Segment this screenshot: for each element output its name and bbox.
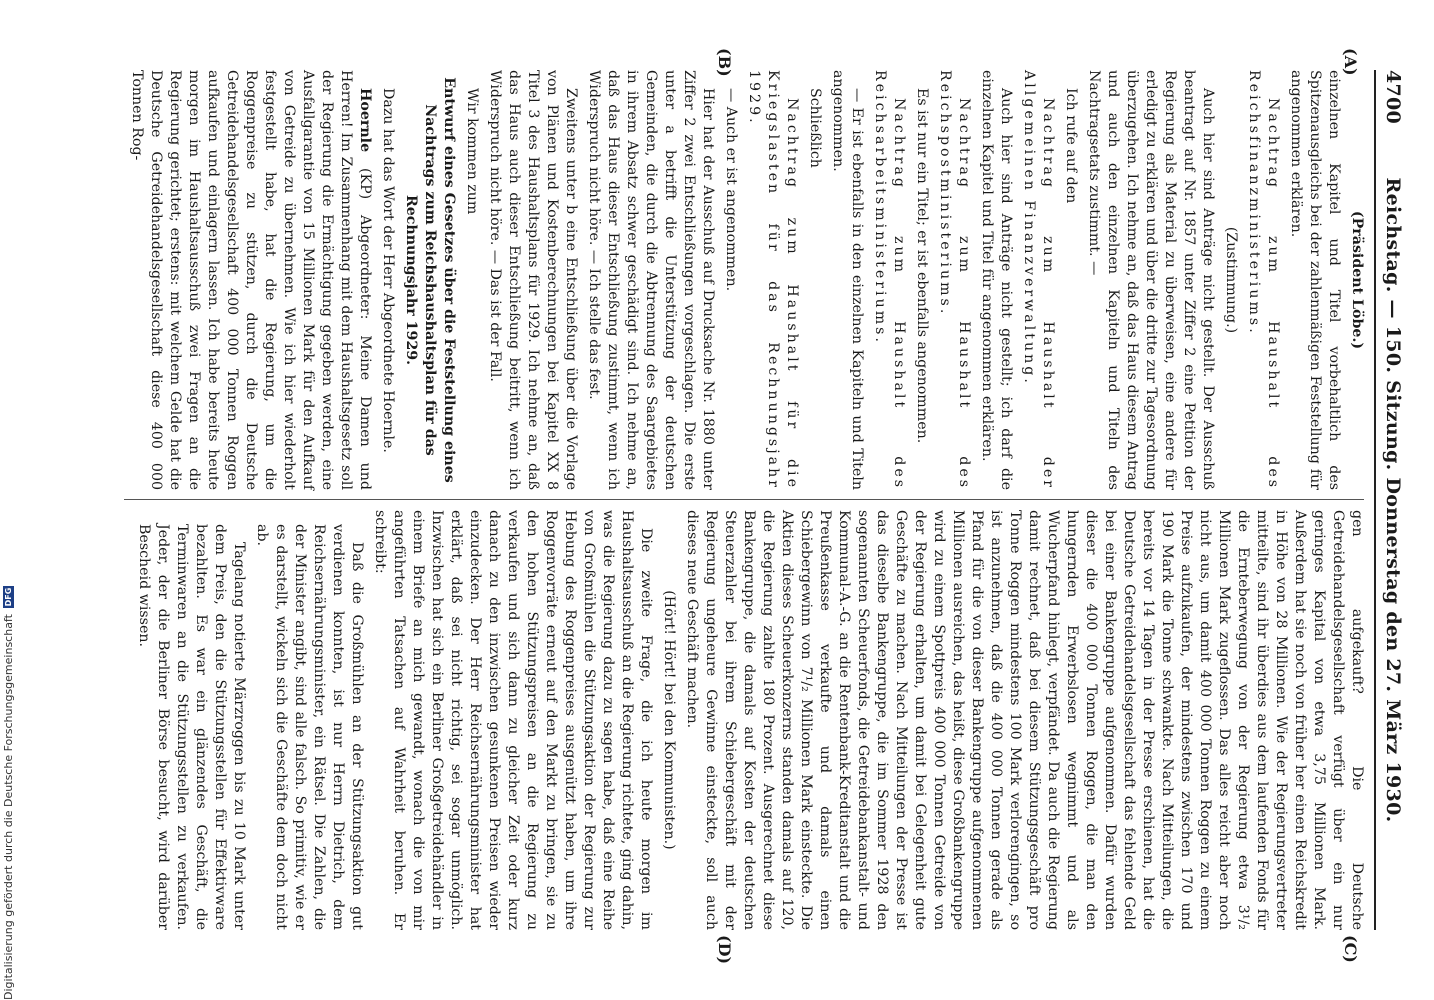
agenda-item-bill: Entwurf eines Gesetzes über die Feststellung eines Nachtrags zum Reichshaushaltsplan für das Rechnungsjahr 1929. bbox=[403, 77, 457, 483]
credit-text: Digitalisierung gefördert durch die Deutsche Forschungsgemeinschaft bbox=[2, 614, 15, 1000]
paragraph: Die zweite Frage, die ich heute morgen im Haushaltsausschuß an die Regierung richtete, ging dahin, was die Regierung dazu zu sagen habe, daß eine Reihe von Großmühlen die Stützungsaktion der Regierung zur Hebung des Roggenpreises ausgenützt haben, um ihre Roggenvorräte erneut auf den Markt zu bringen, sie zu den hohen Stützungspreisen an die Regierung zu verkaufen und sich dann zu gleicher Zeit oder kurz danach zu den inzwischen gesunkenen Preisen wieder einzudecken. Der Herr Reichsernährungsminister hat erklärt, daß sei nicht richtig, sei sogar unmöglich. Inzwischen hat sich ein Berliner Großgetreidehändler in einem Briefe an mich gewandt, wonach die von mir angeführten Tatsachen auf Wahrheit beruhen. Er schreibt: bbox=[372, 510, 654, 930]
running-title: Reichstag. — 150. Sitzung. Donnerstag den 27. März 1930. bbox=[1382, 177, 1404, 823]
paragraph: Auch hier sind Anträge nicht gestellt; ich darf die einzelnen Kapitel und Titel für angenommen erklären. bbox=[979, 70, 1014, 490]
margin-marker-c: (C) bbox=[1341, 935, 1360, 963]
paragraph: gen aufgekauft? Die Deutsche Getreidehandelsgesellschaft verfügt über ein nur geringes Kapital von etwa 3,75 Millionen Mark. Außerdem hat sie noch von früher her einen Reichskredit in Höhe von 28 Millionen. Wie der Regierungsvertreter mitteilte, sind ihr überdies aus dem laufenden Fonds für die Ernteberwegung von der Regierung etwa 3¹/₂ Millionen Mark zugeflossen. Das alles reicht aber noch nicht aus, um damit 400 000 Tonnen Roggen zu einem Preise aufzukaufen, der mindestens zwischen 170 und 190 Mark die Tonne schwankte. Nach Mitteilungen, die bereits vor 14 Tagen in der Presse erschienen, hat die Deutsche Getreidehandelsgesellschaft das fehlende Geld bei einer Bankengruppe aufgenommen. Dafür wurden dieser die 400 000 Tonnen Roggen, die man den hungernden Erwerbslosen wegnimmt und als Wucherpfand hinlegt, verpfändet. Da auch die Regierung damit rechnet, daß bei diesem Stützungsgeschäft pro Tonne Roggen mindestens 100 Mark verlorengingen, so ist anzunehmen, daß die 400 000 Tonnen gerade als Pfand für die von dieser Bankengruppe aufgenommenen Millionen ausreichen, das heißt, diese Großbankengruppe wird zu einem Spottpreis 400 000 Tonnen Getreide von der Regierung erhalten, um damit bei Gelegenheit gute Geschäfte zu machen. Nach Mitteilungen der Presse ist das dieselbe Bankengruppe, die im Sommer 1928 den sogenannten Scheuerfonds, die Getreidebankanstalt- und Kommunal-A.-G. an die Rentenbank-Kreditanstalt und die Preußenkasse verkaufte und damals einen Schiebergewinn von 7¹/₂ Millionen Mark einsteckte. Die Aktien dieses Scheuerkonzerns standen damals auf 120, die Regierung zahlte 180 Prozent. Ausgerechnet diese Bankengruppe, die damals auf Kosten der deutschen Steuerzahler bei ihrem Schiebergeschäft mit der Regierung ungeheure Gewinne einsteckte, soll auch dieses neue Geschäft machen. bbox=[684, 510, 1365, 930]
paragraph: — Er ist ebenfalls in den einzelnen Kapiteln und Titeln angenommen. bbox=[830, 70, 865, 490]
dfg-logo-icon: DFG bbox=[4, 587, 13, 607]
header-rule bbox=[1374, 70, 1376, 930]
page-number: 4700 bbox=[1382, 70, 1404, 125]
paragraph: einzelnen Kapitel und Titel vorbehaltlich des Spitzenausgleichs bei der zahlenmäßigen Feststellung für angenommen erklären. bbox=[1288, 70, 1342, 490]
speech-text: (KP) Abgeordneter: Meine Damen und Herren! Im Zusammenhang mit dem Haushaltsgesetz soll der Regierung die Ermächtigung gegeben werden, eine Ausfallgarantie von 15 Millionen Mark für den Aufkauf von Getreide zu übernehmen. Wie ich hier wiederholt festgestellt habe, hat die Regierung, um die Roggenpreise zu stützen, durch die Deutsche Getreidehandelsgesellschaft 400 000 Tonnen Roggen aufkaufen und einlagern lassen. Ich habe bereits heute morgen im Haushaltsausschuß zwei Fragen an die Regierung gerichtet; erstens: mit welchem Gelde hat die Deutsche Getreidehandelsgesellschaft diese 400 000 Tonnen Rog- bbox=[129, 70, 373, 490]
agenda-item: Nachtrag zum Haushalt der Allgemeinen Finanzverwaltung. bbox=[1021, 70, 1056, 490]
agenda-item: Nachtrag zum Haushalt des Reichsarbeitsministeriums. bbox=[872, 70, 907, 490]
paragraph: Es ist nur ein Titel; er ist ebenfalls angenommen. bbox=[914, 88, 930, 444]
paragraph: Schließlich bbox=[807, 88, 823, 168]
paragraph: Wir kommen zum bbox=[464, 88, 480, 215]
quoted-letter: Tagelang notierte Märzroggen bis zu 10 Mark unter dem Preis, den die Stützungsstellen für Effektivware bezahlten. Es war ein glänzendes Geschäft, die Terminwaren an die Stützungsstellen zu verkaufen. Jeder, der die Berliner Börse besucht, wird darüber Bescheid wissen. bbox=[136, 524, 247, 930]
margin-marker-d: (D) bbox=[715, 935, 734, 965]
agenda-item: Nachtrag zum Haushalt des Reichspostministeriums. bbox=[937, 70, 972, 490]
margin-marker-b: (B) bbox=[715, 48, 734, 77]
digitization-credit bbox=[2, 586, 15, 1000]
paragraph: Dazu hat das Wort der Herr Abgeordnete Hoernle. bbox=[380, 88, 396, 453]
paragraph: — Auch er ist angenommen. bbox=[723, 88, 739, 292]
quoted-letter: Daß die Großmühlen an der Stützungsaktion gut verdienen konnten, ist nur Herrn Dietrich, dem Reichsernährungsminister, ein Rätsel. Die Zahlen, die der Minister angibt, sind alle falsch. So primitiv, wie er es darstellt, wickeln sich die Geschäfte dem doch nicht ab. bbox=[254, 524, 365, 930]
speech-paragraph bbox=[127, 70, 374, 490]
interjection: (Zustimmung.) bbox=[1223, 226, 1239, 334]
paragraph: Zweitens unter b eine Entschließung über die Vorlage von Plänen und Kostenberechnungen bei Kapitel XX 8 Titel 3 des Haushaltsplans für 1929. Ich nehme an, daß das Haus auch dieser Entschließung beitritt, wenn ich Widerspruch nicht höre. — Das ist der Fall. bbox=[487, 70, 579, 490]
paragraph: Auch hier sind Anträge nicht gestellt. Der Ausschuß beantragt auf Nr. 1857 unter Ziffer 2 eine Petition der Regierung als Material zu überweisen, eine andere für erledigt zu erklären und über die dritte zur Tagesordnung überzugehen. Ich nehme an, daß das Haus diesem Antrag und auch den einzelnen Kapiteln und Titeln des Nachtragsetats zustimmt. — bbox=[1086, 70, 1216, 490]
paragraph: Ich rufe auf den bbox=[1063, 88, 1079, 204]
agenda-item: Nachtrag zum Haushalt für die Kriegslasten für das Rechnungsjahr 1929. bbox=[746, 70, 800, 490]
interjection: (Hört! Hört! bei den Kommunisten.) bbox=[661, 590, 677, 850]
agenda-item: Nachtrag zum Haushalt des Reichsfinanzministeriums. bbox=[1246, 70, 1281, 490]
right-column bbox=[130, 510, 1366, 930]
speaker-name: Hoernle bbox=[357, 88, 373, 153]
page-header bbox=[1378, 70, 1404, 930]
paragraph: Hier hat der Ausschuß auf Drucksache Nr. 1880 unter Ziffer 2 zwei Entschließungen vorgeschlagen. Die erste unter a betrifft die Unterstützung der deutschen Gemeinden, die durch die Abtrennung des Saargebietes in ihrem Absatz schwer geschädigt sind. Ich nehme an, daß das Haus dieser Entschließung zustimmt, wenn ich Widerspruch nicht höre. — Ich stelle das fest. bbox=[586, 70, 716, 490]
margin-marker-a: (A) bbox=[1341, 48, 1360, 76]
column-divider bbox=[124, 499, 1364, 500]
left-column bbox=[123, 70, 1366, 490]
speaker-president: (Präsident Löbe.) bbox=[1349, 210, 1365, 350]
